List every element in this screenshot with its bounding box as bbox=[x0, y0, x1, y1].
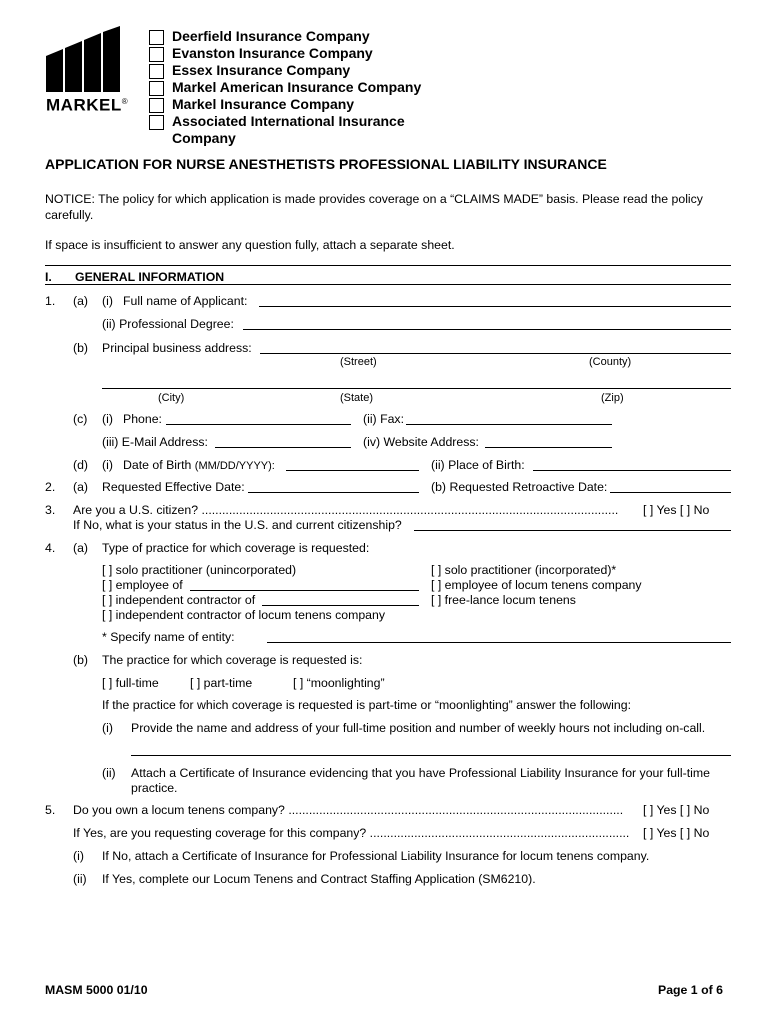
degree-field[interactable] bbox=[243, 329, 731, 330]
company-label: Deerfield Insurance Company bbox=[172, 28, 370, 44]
employee-of-field[interactable] bbox=[190, 590, 419, 591]
sub-label: (a) bbox=[73, 480, 89, 494]
option-part-time[interactable]: [ ] part-time bbox=[190, 676, 253, 690]
full-time-position-field[interactable] bbox=[131, 755, 731, 756]
state-caption: (State) bbox=[340, 392, 374, 404]
option-solo-incorporated[interactable]: [ ] solo practitioner (incorporated)* bbox=[431, 563, 617, 577]
dob-text: Date of Birth bbox=[123, 458, 192, 472]
option-employee-locum[interactable]: [ ] employee of locum tenens company bbox=[431, 578, 642, 592]
checkbox-markel-insurance[interactable] bbox=[149, 98, 164, 113]
option-independent-contractor[interactable]: [ ] independent contractor of bbox=[102, 593, 256, 607]
city-state-zip-field[interactable] bbox=[102, 388, 731, 389]
full-time-position-label: Provide the name and address of your full-time position and number of weekly hours not including on-call. bbox=[131, 721, 706, 735]
company-label: Markel American Insurance Company bbox=[172, 79, 422, 95]
sub-label: (b) bbox=[73, 653, 89, 667]
checkbox-associated-international[interactable] bbox=[149, 115, 164, 130]
email-field[interactable] bbox=[215, 447, 351, 448]
effective-date-label: Requested Effective Date: bbox=[102, 480, 245, 494]
company-label: Markel Insurance Company bbox=[172, 96, 355, 112]
notice-line-2: carefully. bbox=[45, 208, 94, 222]
checkbox-deerfield[interactable] bbox=[149, 30, 164, 45]
coverage-company-yes-no[interactable]: [ ] Yes [ ] No bbox=[643, 826, 710, 840]
checkbox-evanston[interactable] bbox=[149, 47, 164, 62]
degree-label: (ii) Professional Degree: bbox=[102, 317, 234, 331]
status-field[interactable] bbox=[414, 530, 731, 531]
status-question: If No, what is your status in the U.S. and current citizenship? bbox=[73, 518, 402, 532]
dob-field[interactable] bbox=[286, 470, 419, 471]
option-employee-of[interactable]: [ ] employee of bbox=[102, 578, 183, 592]
sub-label: (i) bbox=[102, 294, 113, 308]
pob-field[interactable] bbox=[533, 470, 731, 471]
option-full-time[interactable]: [ ] full-time bbox=[102, 676, 159, 690]
sub-label: (d) bbox=[73, 458, 89, 472]
locum-certificate-note: If No, attach a Certificate of Insurance for Professional Liability Insurance for locum tenens company. bbox=[102, 849, 650, 863]
section-top-rule bbox=[45, 265, 731, 266]
zip-caption: (Zip) bbox=[601, 392, 624, 404]
section-title: GENERAL INFORMATION bbox=[75, 270, 225, 284]
fax-field[interactable] bbox=[406, 424, 612, 425]
certificate-note-line-1: Attach a Certificate of Insurance evidencing that you have Professional Liability Insurance for your full-time bbox=[131, 766, 710, 780]
sub-label: (i) bbox=[102, 721, 113, 735]
retro-date-label: (b) Requested Retroactive Date: bbox=[431, 480, 608, 494]
markel-logo bbox=[46, 26, 132, 115]
logo-text: MARKEL bbox=[46, 95, 122, 115]
coverage-company-question: If Yes, are you requesting coverage for this company? ............................................................................ bbox=[73, 826, 630, 840]
full-name-field[interactable] bbox=[259, 306, 731, 307]
checkbox-essex[interactable] bbox=[149, 64, 164, 79]
company-label: Associated International Insurance bbox=[172, 113, 405, 129]
option-moonlighting[interactable]: [ ] “moonlighting” bbox=[293, 676, 385, 690]
city-caption: (City) bbox=[158, 392, 185, 404]
entity-label: * Specify name of entity: bbox=[102, 630, 235, 644]
section-bottom-rule bbox=[45, 284, 731, 285]
practice-type-label: Type of practice for which coverage is requested: bbox=[102, 541, 370, 555]
part-time-instructions: If the practice for which coverage is requested is part-time or “moonlighting” answer the following: bbox=[102, 698, 632, 712]
own-locum-yes-no[interactable]: [ ] Yes [ ] No bbox=[643, 803, 710, 817]
notice-line-1: NOTICE: The policy for which application is made provides coverage on a “CLAIMS MADE” basis. Please read the policy bbox=[45, 192, 703, 206]
question-number: 1. bbox=[45, 294, 56, 308]
sub-label: (a) bbox=[73, 541, 89, 555]
entity-field[interactable] bbox=[267, 642, 731, 643]
locum-application-note: If Yes, complete our Locum Tenens and Contract Staffing Application (SM6210). bbox=[102, 872, 536, 886]
option-independent-locum[interactable]: [ ] independent contractor of locum tenens company bbox=[102, 608, 385, 622]
sub-label: (ii) bbox=[102, 766, 116, 780]
sub-label: (c) bbox=[73, 412, 88, 426]
citizen-yes-no[interactable]: [ ] Yes [ ] No bbox=[643, 503, 710, 517]
address-label: Principal business address: bbox=[102, 341, 252, 355]
full-name-label: Full name of Applicant: bbox=[123, 294, 248, 308]
independent-contractor-field[interactable] bbox=[262, 605, 419, 606]
phone-field[interactable] bbox=[166, 424, 351, 425]
sub-label: (ii) bbox=[73, 872, 87, 886]
sub-label: (i) bbox=[102, 458, 113, 472]
company-label: Evanston Insurance Company bbox=[172, 45, 373, 61]
option-solo-unincorporated[interactable]: [ ] solo practitioner (unincorporated) bbox=[102, 563, 297, 577]
dob-label bbox=[123, 458, 275, 473]
form-number: MASM 5000 01/10 bbox=[45, 983, 148, 997]
question-number: 3. bbox=[45, 503, 56, 517]
phone-label: Phone: bbox=[123, 412, 162, 426]
logo-registered: ® bbox=[121, 97, 129, 106]
certificate-note-line-2: practice. bbox=[131, 781, 178, 795]
street-caption: (Street) bbox=[340, 356, 377, 368]
company-label: Company bbox=[172, 130, 236, 146]
space-note: If space is insufficient to answer any question fully, attach a separate sheet. bbox=[45, 238, 455, 252]
practice-label: The practice for which coverage is requested is: bbox=[102, 653, 363, 667]
dob-format: (MM/DD/YYYY): bbox=[194, 460, 275, 472]
county-caption: (County) bbox=[589, 356, 632, 368]
section-number: I. bbox=[45, 270, 52, 284]
sub-label: (b) bbox=[73, 341, 89, 355]
checkbox-markel-american[interactable] bbox=[149, 81, 164, 96]
page-number: Page 1 of 6 bbox=[658, 983, 723, 997]
company-label: Essex Insurance Company bbox=[172, 62, 351, 78]
sub-label: (i) bbox=[102, 412, 113, 426]
website-field[interactable] bbox=[485, 447, 612, 448]
question-number: 5. bbox=[45, 803, 56, 817]
question-number: 2. bbox=[45, 480, 56, 494]
citizen-question: Are you a U.S. citizen? .......................................................................................................................... bbox=[73, 503, 619, 517]
option-free-lance-locum[interactable]: [ ] free-lance locum tenens bbox=[431, 593, 576, 607]
sub-label: (i) bbox=[73, 849, 84, 863]
page-title: APPLICATION FOR NURSE ANESTHETISTS PROFESSIONAL LIABILITY INSURANCE bbox=[45, 156, 607, 172]
retro-date-field[interactable] bbox=[610, 492, 731, 493]
question-number: 4. bbox=[45, 541, 56, 555]
own-locum-question: Do you own a locum tenens company? .................................................................................................. bbox=[73, 803, 624, 817]
website-label: (iv) Website Address: bbox=[363, 435, 479, 449]
effective-date-field[interactable] bbox=[248, 492, 419, 493]
email-label: (iii) E-Mail Address: bbox=[102, 435, 208, 449]
fax-label: (ii) Fax: bbox=[363, 412, 404, 426]
sub-label: (a) bbox=[73, 294, 89, 308]
pob-label: (ii) Place of Birth: bbox=[431, 458, 525, 472]
street-field[interactable] bbox=[260, 353, 731, 354]
